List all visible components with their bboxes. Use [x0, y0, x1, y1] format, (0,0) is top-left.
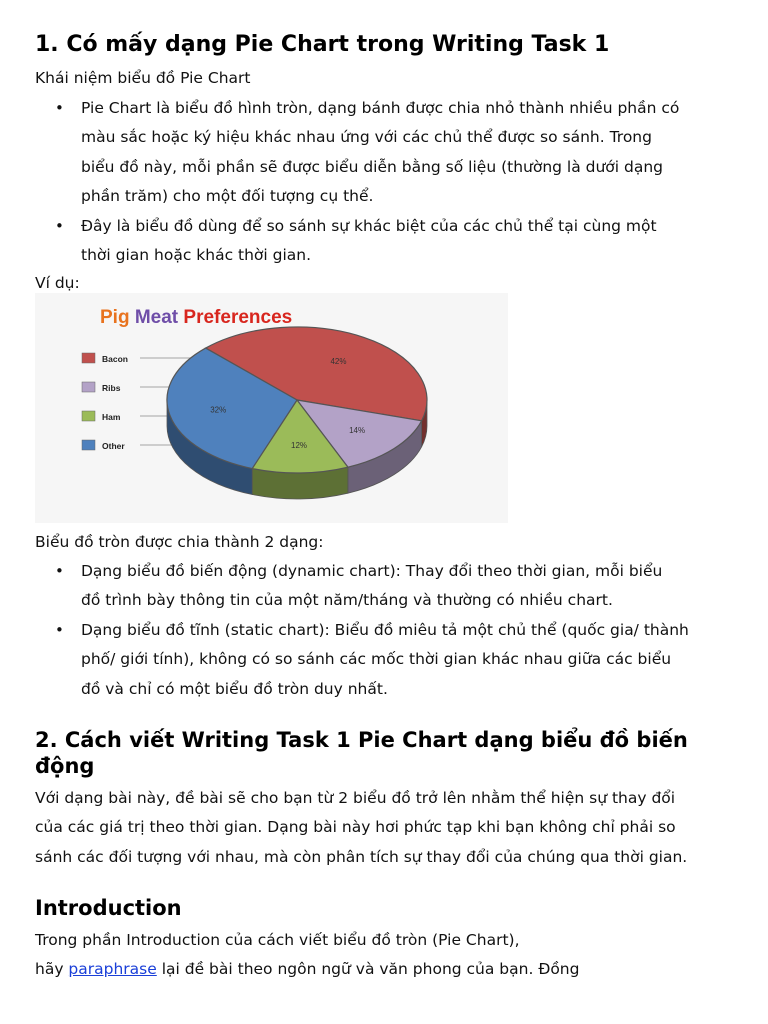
dynamic-chart-paragraph: Với dạng bài này, đề bài sẽ cho bạn từ 2 biểu đồ trở lên nhằm thể hiện sự thay đổi của các giá trị theo thời gian. Dạng bài này hơi phức tạp khi bạn không chỉ phải so sánh các đối tượng với nhau, mà còn phân tích sự thay đổi của chúng qua thời gian.: [35, 789, 688, 866]
bullet-dot-icon: •: [55, 99, 64, 117]
types-intro: Biểu đồ tròn được chia thành 2 dạng:: [35, 533, 324, 551]
legend-swatch-other: [82, 440, 95, 450]
pie-label-other: 32%: [210, 405, 227, 415]
intro-text-prefix: hãy: [35, 960, 69, 979]
bullet-dot-icon: •: [55, 216, 64, 235]
concept-bullet-item: [0, 212, 661, 271]
chart-title-word-2: Meat: [134, 307, 179, 328]
pie-label-bacon: 42%: [330, 357, 347, 367]
pie-label-ham: 12%: [291, 441, 308, 451]
example-label: Ví dụ:: [35, 274, 80, 292]
chart-title-word-1: Pig: [100, 307, 130, 328]
intro-text-suffix: lại đề bài theo ngôn ngữ và văn phong của bạn. Đồng: [156, 960, 580, 979]
pie-chart-svg: [35, 293, 508, 523]
type-bullet-text: Dạng biểu đồ biến động (dynamic chart): Thay đổi theo thời gian, mỗi biểu đồ trình bày thông tin của một năm/tháng và thường có nhiều chart.: [81, 562, 663, 610]
legend-swatch-ham: [82, 411, 95, 421]
introduction-paragraph: [35, 926, 695, 985]
pie-chart-figure: [35, 293, 508, 523]
legend-swatch-ribs: [82, 382, 95, 392]
legend-label-other: Other: [102, 441, 125, 451]
pie-label-ribs: 14%: [349, 426, 366, 436]
concept-bullet-text: Pie Chart là biểu đồ hình tròn, dạng bánh được chia nhỏ thành nhiều phần có màu sắc hoặc ký hiệu khác nhau ứng với các chủ thể được so sánh. Trong biểu đồ này, mỗi phần sẽ được biểu diễn bằng số liệu (thường là dưới dạng phần trăm) cho một đối tượng cụ thể.: [81, 99, 680, 206]
type-bullet-item: [0, 616, 691, 704]
introduction-heading: Introduction: [35, 896, 182, 920]
type-bullet-list: [0, 557, 700, 704]
legend-label-ham: Ham: [102, 412, 121, 422]
concept-bullet-text: Đây là biểu đồ dùng để so sánh sự khác biệt của các chủ thể tại cùng một thời gian hoặc khác thời gian.: [81, 216, 657, 265]
concept-label: Khái niệm biểu đồ Pie Chart: [35, 69, 251, 87]
pie-group: [167, 327, 427, 499]
bullet-dot-icon: •: [55, 562, 64, 580]
legend-label-bacon: Bacon: [102, 354, 128, 364]
type-bullet-item: [0, 557, 681, 616]
chart-title: [100, 307, 292, 328]
section-heading-1: 1. Có mấy dạng Pie Chart trong Writing Task 1: [35, 32, 610, 57]
paraphrase-link[interactable]: paraphrase: [68, 960, 157, 979]
legend-swatch-bacon: [82, 353, 95, 363]
concept-bullet-list: [0, 94, 700, 270]
section-heading-2: 2. Cách viết Writing Task 1 Pie Chart dạng biểu đồ biến động: [35, 728, 688, 778]
chart-title-word-3: Preferences: [183, 307, 293, 328]
bullet-dot-icon: •: [55, 620, 64, 639]
intro-text-part1: Trong phần Introduction của cách viết biểu đồ tròn (Pie Chart),: [35, 931, 520, 949]
type-bullet-text: Dạng biểu đồ tĩnh (static chart): Biểu đồ miêu tả một chủ thể (quốc gia/ thành phố/ giới tính), không có so sánh các mốc thời gian khác nhau giữa các biểu đồ và chỉ có một biểu đồ tròn duy nhất.: [81, 620, 689, 698]
concept-bullet-item: [0, 94, 681, 212]
legend-label-ribs: Ribs: [102, 383, 121, 393]
